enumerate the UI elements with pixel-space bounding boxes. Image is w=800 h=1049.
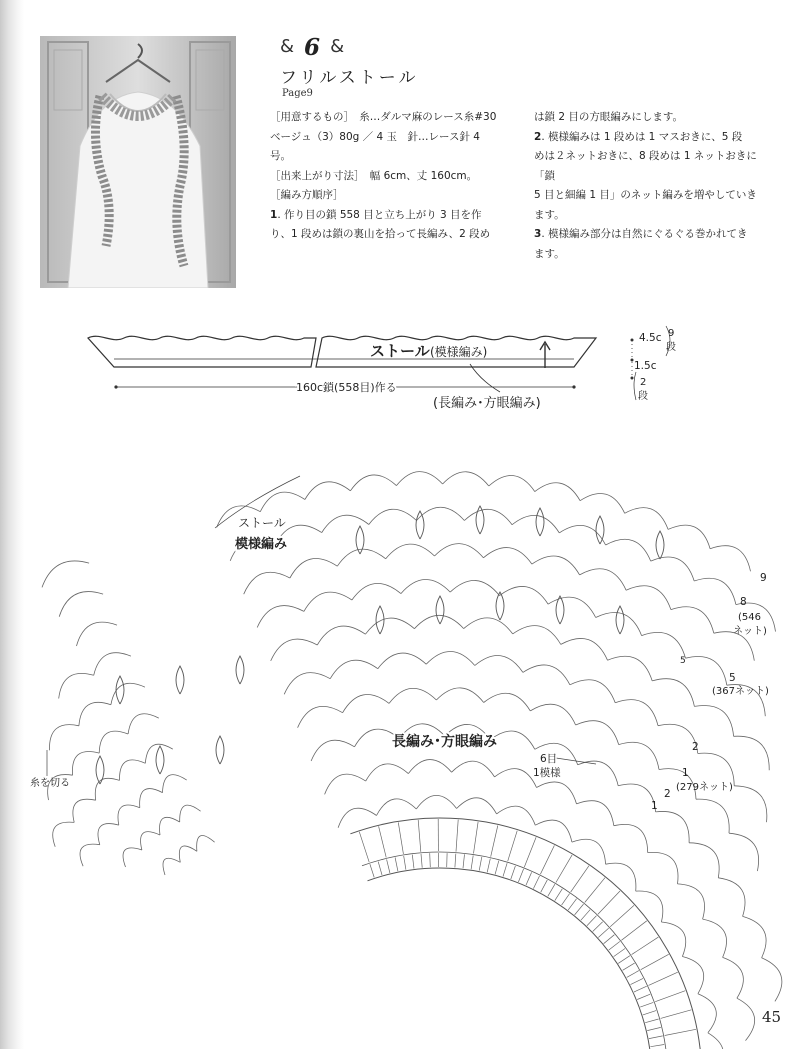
chain-net-loop [386, 544, 435, 559]
dc-stitch [627, 971, 639, 978]
step3-text: . 模様編み部分は自然にぐるぐる巻かれてき [541, 228, 748, 240]
chain-net-loop [606, 539, 651, 561]
dc-stitch [387, 859, 390, 873]
shell-motif [536, 508, 544, 536]
dc-stitch [487, 859, 490, 873]
pattern-title: フリルストール [280, 68, 419, 88]
dc-stitch [649, 1036, 663, 1039]
chain-net-loop [636, 891, 663, 922]
chain-net-loop [580, 569, 627, 590]
chain-net-loop [651, 557, 695, 581]
chain-net-loop [311, 740, 354, 761]
base-row-1-label: 1 [651, 800, 658, 812]
chain-net-loop [537, 782, 577, 804]
row-5-label: 5 [729, 672, 736, 684]
chain-net-loop [708, 1033, 723, 1049]
dc-stitch [518, 869, 523, 882]
schematic-main-label: ストール [370, 342, 430, 360]
row-8-label: 8 [740, 596, 747, 608]
mesh-stitch [661, 1010, 692, 1019]
dc-stitch [623, 963, 635, 970]
chain-net-loop [694, 705, 733, 736]
chain-net-loop [495, 769, 537, 788]
dim-bottom-unit: 段 [638, 391, 648, 402]
chain-net-loop-left [140, 789, 163, 808]
chain-net-loop [698, 753, 734, 786]
pattern-number: 6 [304, 33, 321, 61]
chain-net-loop [668, 525, 710, 549]
chain-net-loop [577, 801, 614, 826]
dc-stitch [395, 858, 398, 872]
chain-net-loop-left [53, 822, 74, 847]
shell-motif [96, 756, 104, 784]
shell-motif [656, 531, 664, 559]
shell-motif [156, 746, 164, 774]
materials-text: 糸…ダルマ麻のレース糸#30 [359, 111, 497, 123]
chain-net-loop [416, 795, 456, 809]
chain-net-loop [606, 863, 636, 891]
chain-net-loop [257, 606, 304, 628]
chain-net-loop [762, 958, 782, 1002]
chain-net-loop [626, 586, 671, 610]
step2-number: 2 [534, 130, 542, 143]
chain-net-loop [580, 494, 625, 514]
row-1-label: 1 [682, 767, 689, 779]
chain-net-loop [614, 824, 648, 852]
mesh-stitch [524, 837, 536, 867]
chain-net-loop [686, 656, 727, 685]
schematic-left-piece [88, 336, 316, 367]
dc-stitch [643, 1011, 656, 1015]
dc-stitch [593, 922, 603, 932]
row-5-mark: 5 [680, 656, 686, 666]
chart-label-base: 長編み･方眼編み [392, 734, 497, 750]
dc-stitch [430, 853, 431, 867]
dc-stitch [609, 942, 620, 951]
row-8-nets: (546 [738, 612, 761, 623]
chain-net-loop-left [197, 835, 215, 851]
chain-net-loop-left [180, 805, 201, 822]
chain-net-loop [648, 852, 678, 884]
chain-net-loop [408, 760, 451, 774]
chain-net-loop [436, 688, 483, 703]
shell-motif [616, 606, 624, 634]
chain-net-loop [244, 572, 290, 594]
chain-net-loop-left [141, 832, 160, 850]
dc-stitch [378, 862, 382, 875]
shell-motif [436, 596, 444, 624]
chain-net-loop [523, 665, 570, 685]
chain-net-loop [378, 653, 426, 669]
chain-net-loop [710, 546, 750, 572]
shell-motif [216, 736, 224, 764]
chain-net-loop [304, 592, 352, 611]
steps-label: ［編み方順序］ [270, 189, 344, 201]
size-text: 幅 6cm、丈 160cm。 [369, 169, 478, 182]
dim-top-rows: 9 [668, 328, 675, 339]
dc-stitch [640, 1002, 653, 1007]
ornament-left-icon: & [280, 36, 295, 57]
dc-stitch [511, 866, 516, 879]
dim-bottom-width: 1.5c [634, 360, 657, 372]
chain-net-loop-left [77, 622, 118, 646]
mesh-stitch [508, 831, 518, 862]
chain-net-loop [366, 764, 409, 781]
chain-net-loop [530, 704, 575, 725]
chain-net-loop [572, 839, 606, 864]
mesh-stitch [610, 905, 634, 926]
chain-net-loop-left [119, 760, 145, 781]
chain-net-loop [535, 820, 572, 842]
step1-line-2: り、1 段めは鎖の裏山を拾って長編み、2 段め [270, 228, 491, 240]
step1-text: . 作り目の鎖 558 目と立ち上がり 3 目を作 [277, 208, 482, 221]
dc-stitch [471, 855, 473, 869]
mesh-stitch [585, 878, 605, 903]
base-row-2-label: 2 [664, 788, 671, 800]
dc-stitch [637, 994, 650, 999]
dc-stitch [562, 894, 570, 906]
dc-stitch [370, 864, 374, 877]
chain-net-loop [350, 475, 396, 491]
chain-net-loop [389, 688, 436, 703]
dc-stitch [495, 861, 499, 875]
dc-stitch [404, 856, 406, 870]
dc-stitch [647, 1027, 661, 1030]
chain-net-loop [305, 482, 351, 500]
row-2-label: 2 [692, 741, 699, 753]
chain-net-loop [343, 695, 390, 713]
chain-net-loop-left [42, 561, 89, 587]
leader-line [470, 364, 500, 392]
chain-net-loop [678, 884, 705, 919]
chain-net-loop [689, 843, 719, 878]
chain-net-loop [703, 919, 727, 957]
chain-net-loop [535, 483, 580, 501]
row-5-nets: (367ネット) [712, 686, 769, 697]
row-1-nets: (279ネット) [676, 782, 733, 793]
chain-net-loop [696, 799, 729, 833]
chain-net-loop-left [79, 702, 111, 725]
dc-stitch [533, 876, 539, 889]
dc-stitch [568, 899, 576, 910]
chain-net-loop [561, 638, 608, 660]
dc-stitch [503, 863, 507, 876]
step1-number: 1 [270, 208, 278, 221]
dc-stitch [587, 916, 597, 926]
mesh-stitch [398, 822, 403, 854]
chain-net-loop-left [118, 805, 140, 825]
chain-net-loop [718, 878, 745, 917]
step3-line-2: ます。 [534, 247, 565, 260]
chain-net-loop [396, 472, 442, 486]
chain-net-loop [260, 492, 305, 512]
shell-motif [116, 676, 124, 704]
ornament-right-icon: & [330, 36, 345, 57]
dim-bottom-rows: 2 [640, 377, 647, 388]
chain-net-loop [352, 583, 401, 600]
page-reference: Page9 [282, 88, 313, 99]
mesh-stitch [379, 826, 387, 857]
chain-net-loop [615, 700, 658, 726]
dc-stitch [631, 978, 644, 984]
chain-net-loop [500, 586, 549, 604]
chain-net-loop [284, 673, 330, 695]
chain-net-loop [497, 806, 536, 825]
chain-net-loop-left [163, 858, 180, 875]
chain-net-loop [464, 618, 513, 634]
chain-net-loop [417, 507, 465, 520]
chain-net-loop [671, 607, 714, 633]
size-label: ［出来上がり寸法］ [270, 169, 360, 182]
dc-stitch [614, 949, 625, 957]
chain-net-loop [578, 761, 619, 786]
mesh-stitch [665, 1029, 696, 1035]
materials-line-3: 号。 [270, 150, 291, 162]
dc-stitch [555, 889, 563, 901]
step2-line-2: めは２ネットおきに、8 段めは 1 ネットおきに「鎖 [534, 150, 757, 182]
dc-stitch [604, 935, 615, 944]
dc-stitch [645, 1019, 658, 1023]
mesh-stitch [418, 820, 421, 852]
dc-stitch [581, 910, 590, 921]
chain-net-loop [443, 472, 489, 486]
chain-net-loop-left [163, 775, 187, 793]
chain-net-loop [618, 784, 655, 812]
shell-motif [416, 511, 424, 539]
chain-net-loop [452, 761, 495, 777]
crochet-chart [42, 472, 782, 1049]
chain-net-loop [576, 721, 619, 745]
mesh-stitch [655, 991, 685, 1002]
mesh-stitch [491, 826, 498, 857]
step2-line-3: 5 目と細編 1 目」のネット編みを増やしていき [534, 189, 757, 201]
chain-net-loop [652, 679, 694, 707]
chain-net-loop [298, 706, 343, 727]
shell-motif [236, 656, 244, 684]
chain-net-loop-left [99, 731, 128, 753]
chain-net-loop [457, 798, 497, 814]
chain-net-loop [369, 509, 417, 524]
chain-net-loop [401, 580, 450, 594]
step3-number: 3 [534, 228, 542, 240]
mesh-stitch [556, 855, 572, 883]
cut-yarn-label: 糸を切る [30, 778, 70, 789]
chain-net-loop [532, 556, 580, 575]
dc-stitch [548, 884, 555, 896]
chain-net-loop-left [59, 673, 94, 698]
shell-motif [176, 666, 184, 694]
base-stitch-label: (長編み･方眼編み) [433, 396, 541, 411]
chain-net-loop-left [123, 848, 142, 867]
chain-net-loop [325, 774, 366, 794]
chain-net-loop [723, 957, 744, 998]
chain-net-loop [734, 736, 770, 770]
mesh-stitch [474, 822, 479, 854]
mesh-stitch [571, 866, 589, 892]
chain-net-loop [548, 597, 596, 617]
chart-label-stole: ストール [238, 516, 286, 530]
chain-net-loop-left [59, 592, 103, 617]
chain-net-loop [625, 508, 668, 530]
schematic-main-paren: (模様編み) [430, 345, 488, 359]
chain-net-loop-left [160, 817, 180, 835]
dc-stitch [575, 904, 584, 915]
chain-net-loop-left [73, 799, 96, 822]
mesh-stitch [456, 820, 458, 852]
dc-stitch [526, 872, 532, 885]
dc-stitch [455, 854, 456, 868]
chain-net-loop-left [94, 653, 131, 676]
chain-net-loop [484, 693, 531, 711]
row-9-label: 9 [760, 572, 767, 584]
mesh-stitch [632, 937, 659, 955]
chain-net-loop [338, 808, 376, 828]
materials-line-2: ベージュ（3）80g ／ 4 玉 針…レース針 4 [270, 130, 480, 143]
chain-net-loop-left [72, 751, 99, 775]
chain-net-loop [365, 618, 414, 634]
dc-stitch [598, 928, 608, 937]
dc-stitch [463, 854, 465, 868]
chain-net-loop [435, 544, 484, 558]
chain-count-label: 160c鎖(558目)作る [296, 381, 397, 394]
repeat-unit: 1模様 [533, 767, 561, 779]
chain-net-loop [271, 639, 318, 661]
chain-net-loop [330, 660, 378, 679]
chain-net-loop [694, 578, 736, 604]
page-number: 45 [762, 1008, 782, 1026]
chain-net-loop [513, 626, 561, 645]
dc-stitch [634, 986, 647, 992]
repeat-count: 6目 [540, 753, 558, 765]
chain-net-loop [290, 559, 337, 578]
chain-net-loop-left [49, 725, 78, 751]
mesh-stitch [540, 845, 554, 874]
dc-stitch [618, 956, 630, 964]
dc-stitch [479, 857, 482, 871]
chain-net-loop [743, 916, 767, 957]
dim-top-width: 4.5c [639, 332, 662, 344]
chain-net-loop [475, 656, 523, 673]
chain-net-loop [642, 632, 686, 658]
chain-net-loop [619, 742, 659, 769]
row-8-nets-unit: ネット) [733, 626, 767, 637]
mesh-stitch [621, 921, 646, 941]
chain-net-loop-left [179, 846, 197, 862]
dc-stitch [412, 855, 414, 869]
step1-line-3: は鎖 2 目の方眼編みにします。 [534, 111, 684, 123]
chain-net-loop [317, 626, 365, 645]
shell-motif [496, 592, 504, 620]
chain-net-loop-left [80, 844, 100, 866]
dc-stitch [650, 1045, 664, 1047]
chain-net-loop [377, 799, 417, 816]
chain-net-loop [483, 548, 532, 565]
chain-net-loop-left [128, 714, 159, 734]
mesh-stitch [359, 832, 369, 862]
mesh-stitch [649, 972, 678, 985]
chain-net-loop [698, 994, 716, 1033]
chain-net-loop [737, 998, 755, 1040]
chain-net-loop [464, 509, 512, 524]
step2-line-4: ます。 [534, 208, 565, 221]
chain-net-loop [656, 811, 690, 842]
chain-net-loop [734, 786, 767, 822]
mesh-stitch [641, 954, 669, 969]
dc-stitch [421, 854, 422, 868]
chain-net-loop [570, 680, 615, 703]
chain-net-loop [729, 833, 759, 871]
materials-label: ［用意するもの］ [270, 111, 349, 123]
mesh-stitch [598, 891, 620, 914]
chain-net-loop [608, 656, 653, 681]
dim-top-unit: 段 [666, 342, 676, 353]
chain-net-loop [450, 581, 499, 596]
chain-net-loop [426, 651, 475, 665]
chain-net-loop [661, 922, 685, 957]
chain-net-loop [489, 476, 535, 492]
foundation-arc-inner [368, 868, 652, 1049]
step2-text: . 模様編みは 1 段めは 1 マスおきに、5 段 [541, 130, 743, 143]
shell-motif [556, 596, 564, 624]
dc-stitch [541, 880, 548, 892]
chain-net-loop-left [98, 824, 119, 845]
chart-label-pattern: 模様編み [235, 537, 288, 552]
